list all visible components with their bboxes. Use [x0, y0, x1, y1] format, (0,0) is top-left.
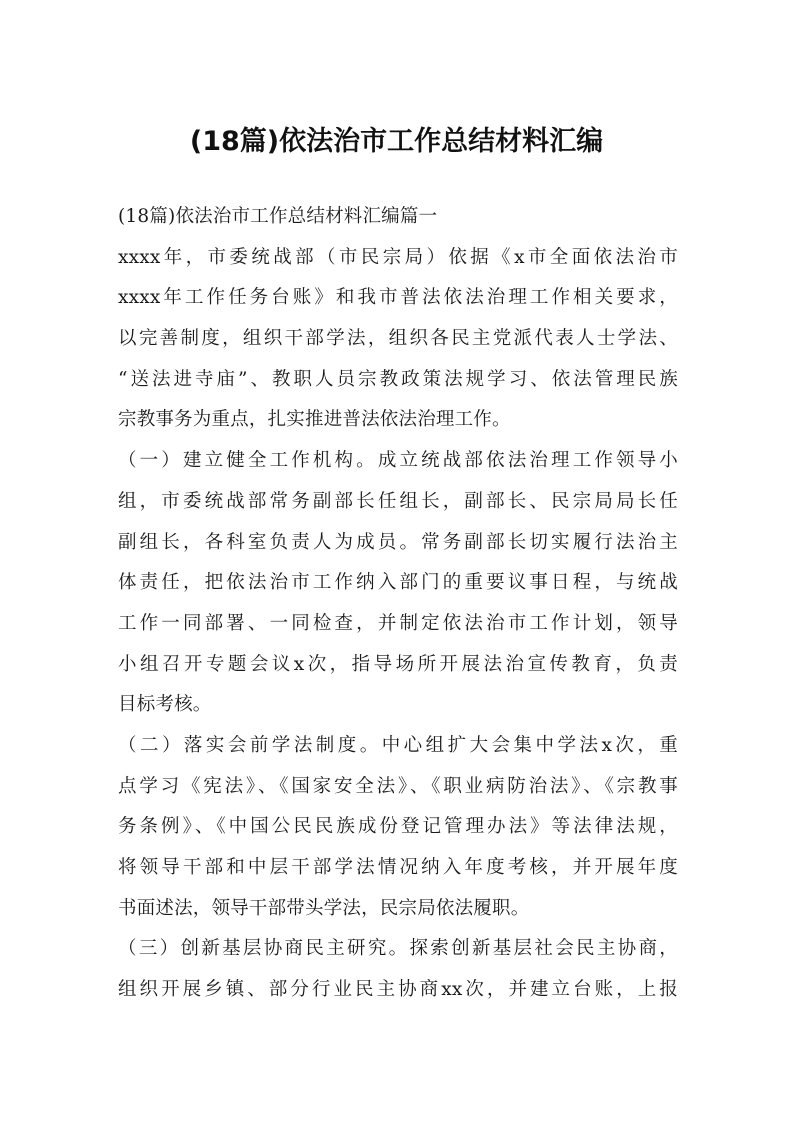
document-body: [118, 197, 678, 1011]
body-line: （三）创新基层协商民主研究。探索创新基层社会民主协商，: [118, 938, 678, 960]
body-line: 体责任，把依法治市工作纳入部门的重要议事日程，与统战: [118, 572, 678, 594]
body-line: 小组召开专题会议x次，指导场所开展法治宣传教育，负责: [118, 653, 678, 675]
body-line: 点学习《宪法》、《国家安全法》、《职业病防治法》、《宗教事: [118, 775, 678, 797]
body-line: 组，市委统战部常务副部长任组长，副部长、民宗局局长任: [118, 490, 678, 512]
body-line: xxxx年，市委统战部（市民宗局）依据《x市全面依法治市: [118, 246, 678, 268]
body-line: 务条例》、《中国公民民族成份登记管理办法》等法律法规，: [118, 816, 678, 838]
body-line: xxxx年工作任务台账》和我市普法依法治理工作相关要求，: [118, 287, 678, 309]
section-heading: (18篇)依法治市工作总结材料汇编篇一: [118, 206, 438, 227]
body-line: 以完善制度，组织干部学法，组织各民主党派代表人士学法、: [118, 328, 678, 350]
body-line: 组织开展乡镇、部分行业民主协商xx次，并建立台账，上报: [118, 979, 678, 1001]
body-line: （二）落实会前学法制度。中心组扩大会集中学法x次，重: [118, 734, 678, 756]
body-line: （一）建立健全工作机构。成立统战部依法治理工作领导小: [118, 450, 678, 472]
body-line: 将领导干部和中层干部学法情况纳入年度考核，并开展年度: [118, 857, 678, 878]
body-line: 副组长，各科室负责人为成员。常务副部长切实履行法治主: [118, 531, 678, 553]
body-line: 宗教事务为重点，扎实推进普法依法治理工作。: [118, 409, 511, 431]
body-line: 书面述法，领导干部带头学法，民宗局依法履职。: [118, 897, 530, 919]
body-line: 工作一同部署、一同检查，并制定依法治市工作计划，领导: [118, 612, 678, 634]
document-title: (18篇)依法治市工作总结材料汇编: [189, 126, 604, 157]
body-line: 目标考核。: [118, 694, 212, 716]
body-line: “送法进寺庙”、教职人员宗教政策法规学习、依法管理民族: [118, 368, 678, 390]
